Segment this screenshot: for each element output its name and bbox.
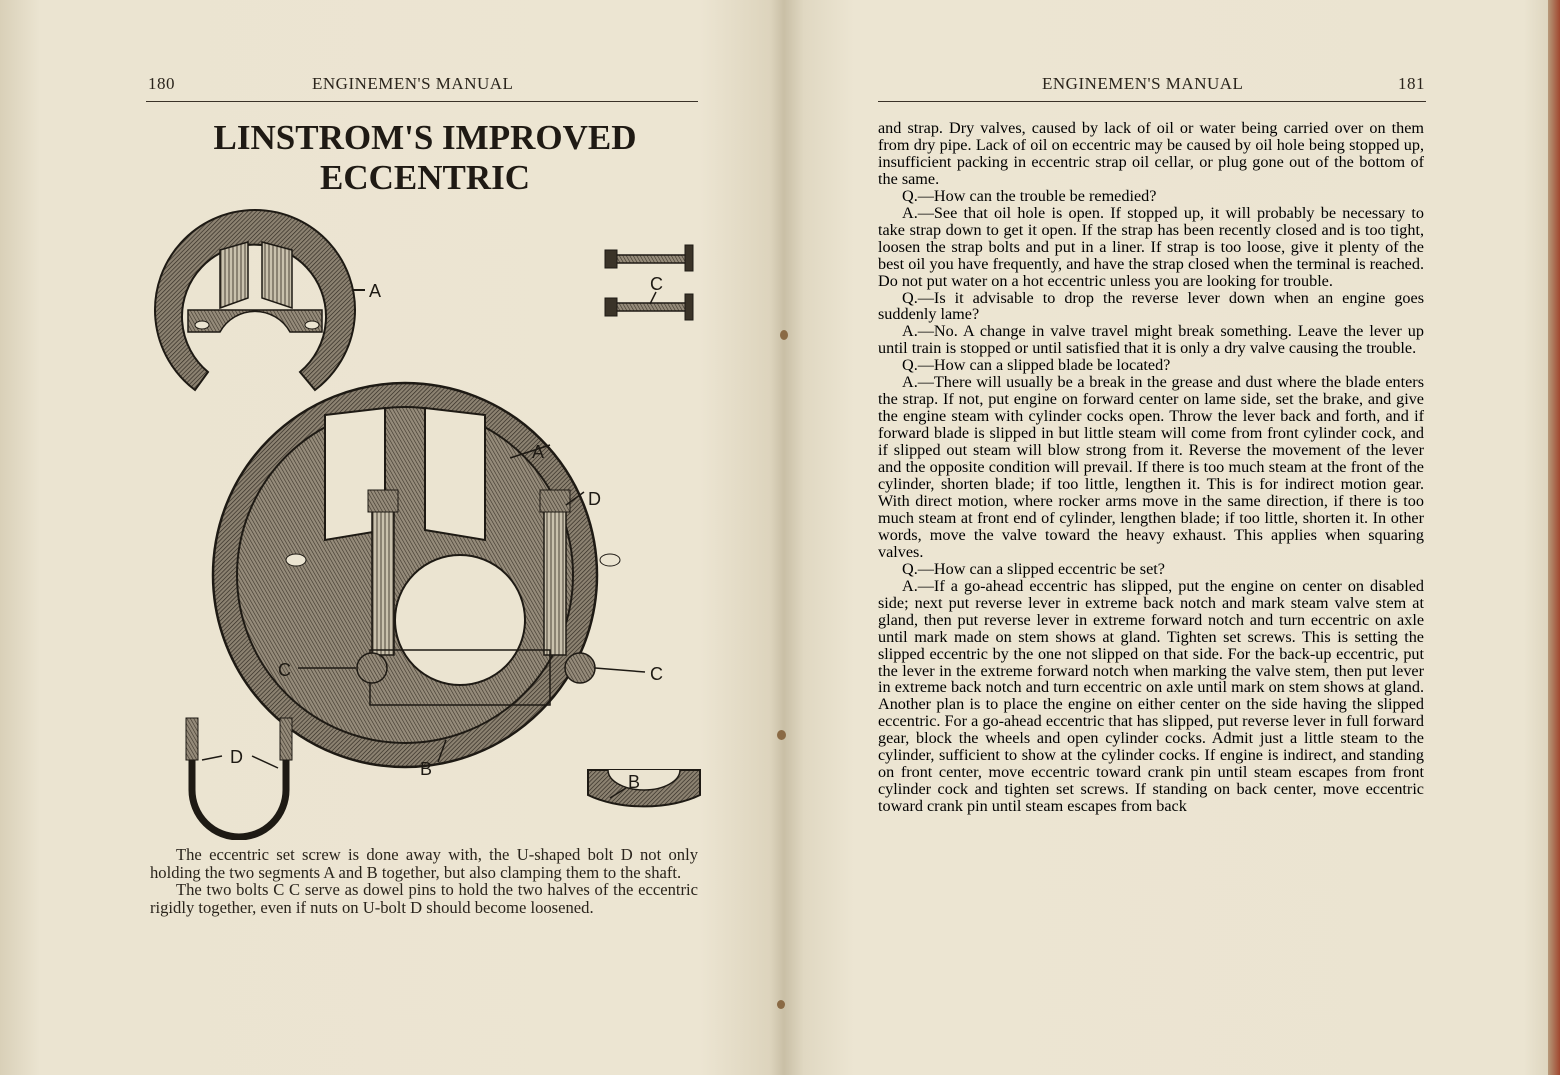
label-c-bolts: C (650, 274, 663, 294)
right-page-header (784, 74, 1560, 96)
u-bolt-d (186, 718, 292, 837)
binding-thread-3 (777, 1000, 785, 1009)
large-eccentric (213, 383, 645, 767)
left-page-header (0, 74, 784, 96)
caption-paragraph-2: The two bolts C C serve as dowel pins to hold the two halves of the eccentric rigidly together, even if nuts on U-bolt D should become loosened. (150, 880, 698, 917)
small-segment-a (155, 210, 365, 390)
label-c-right: C (650, 664, 663, 684)
left-header-rule (146, 101, 698, 102)
eccentric-illustration (140, 200, 710, 840)
figure-title-line2: ECCENTRIC (319, 158, 531, 197)
left-page-number: 180 (148, 74, 175, 93)
label-b-large: B (420, 759, 433, 779)
label-a-small: A (369, 281, 382, 301)
small-segment-b (588, 770, 700, 806)
body-text (878, 120, 1424, 815)
figure-caption (150, 846, 698, 916)
question-4: Q.—How can a slipped eccentric be set? (902, 559, 1165, 578)
label-c-left: C (278, 660, 291, 680)
right-header-rule (878, 101, 1426, 102)
binding-thread-2 (777, 730, 786, 740)
answer-4: A.—If a go-ahead eccentric has slipped, put the engine on center on disabled side; next put reverse lever in extreme back notch and mark steam valve stem at gland, then put reverse lever in extreme forward notch and turn eccentric on axle until mark made on stem shows at gland. Tighten set screws. This is setting the slipped eccentric by the one not slipped on that side. For the back-up eccentric, put the lever in the extreme forward notch when marking the valve stem, then put lever in extreme back notch and turn eccentric on axle until mark on stem shows at gland. Another plan is to place the engine on either center on the side having the slipped eccentric. For a go-ahead eccentric that has slipped, put reverse lever in full forward gear, block the wheels and open cylinder cocks. Admit just a little steam to the cylinder, sufficient to show at the cylinder cocks. If engine is indirect, and standing on front center, move eccentric toward crank pin until steam escapes from front cylinder cock and tighten set screws. If standing on back center, move eccentric toward crank pin until steam escapes from back (878, 576, 1424, 816)
label-d-large: D (588, 489, 601, 509)
question-3: Q.—How can a slipped blade be located? (902, 356, 1171, 375)
label-d-ubolt: D (230, 747, 243, 767)
book-edge (1548, 0, 1560, 1075)
answer-2: A.—No. A change in valve travel might break something. Leave the lever up until train is stopped or until satisfied that it is only a dry valve causing the trouble. (878, 322, 1424, 358)
right-page-number: 181 (1398, 74, 1425, 93)
left-running-head: ENGINEMEN'S MANUAL (312, 74, 514, 93)
right-running-head: ENGINEMEN'S MANUAL (1042, 74, 1244, 93)
binding-thread-1 (780, 330, 788, 340)
answer-1: A.—See that oil hole is open. If stopped up, it will probably be necessary to take strap down to get it open. If the strap has been recently closed and is too tight, loosen the strap bolts and put in a liner. If strap is too loose, give it plenty of the best oil you have frequently, and have the strap closed when the terminal is reached. Do not put water on a hot eccentric unless you are looking for trouble. (878, 203, 1424, 290)
figure-title (150, 118, 700, 198)
caption-paragraph-1: The eccentric set screw is done away with, the U-shaped bolt D not only holding the two segments A and B together, but also clamping them to the shaft. (150, 845, 698, 882)
label-a-large: A (532, 442, 545, 462)
question-2: Q.—Is it advisable to drop the reverse lever down when an engine goes suddenly lame? (878, 288, 1424, 324)
paragraph-1: and strap. Dry valves, caused by lack of oil or water being carried over on them from dry pipe. Lack of oil on eccentric may be caused by oil hole being stopped up, insufficient packing in eccentric strap oil cellar, or plug gone out of the bottom of the same. (878, 119, 1424, 188)
figure-title-line1: LINSTROM'S IMPROVED (213, 118, 637, 157)
answer-3: A.—There will usually be a break in the grease and dust where the blade enters the strap. If not, put engine on forward center on lame side, set the brake, and give the engine steam with cylinder cocks open. Throw the lever back and forth, and if forward blade is slipped in but little steam will come from front cylinder cock, and if slipped out steam will blow strong from it. Reverse the movement of the lever and the opposite condition will prevail. If there is too much steam at the front of the cylinder, shorten blade; if too little, lengthen it. This is for indirect motion gear. With direct motion, where rocker arms move in the same direction, if there is too much steam at front end of cylinder, lengthen blade; if too little, shorten it. In other words, move the valve toward the heavy exhaust. This applies when squaring valves. (878, 373, 1424, 561)
question-1: Q.—How can the trouble be remedied? (902, 186, 1157, 205)
bolts-c (605, 245, 693, 320)
label-b-small: B (628, 772, 641, 792)
